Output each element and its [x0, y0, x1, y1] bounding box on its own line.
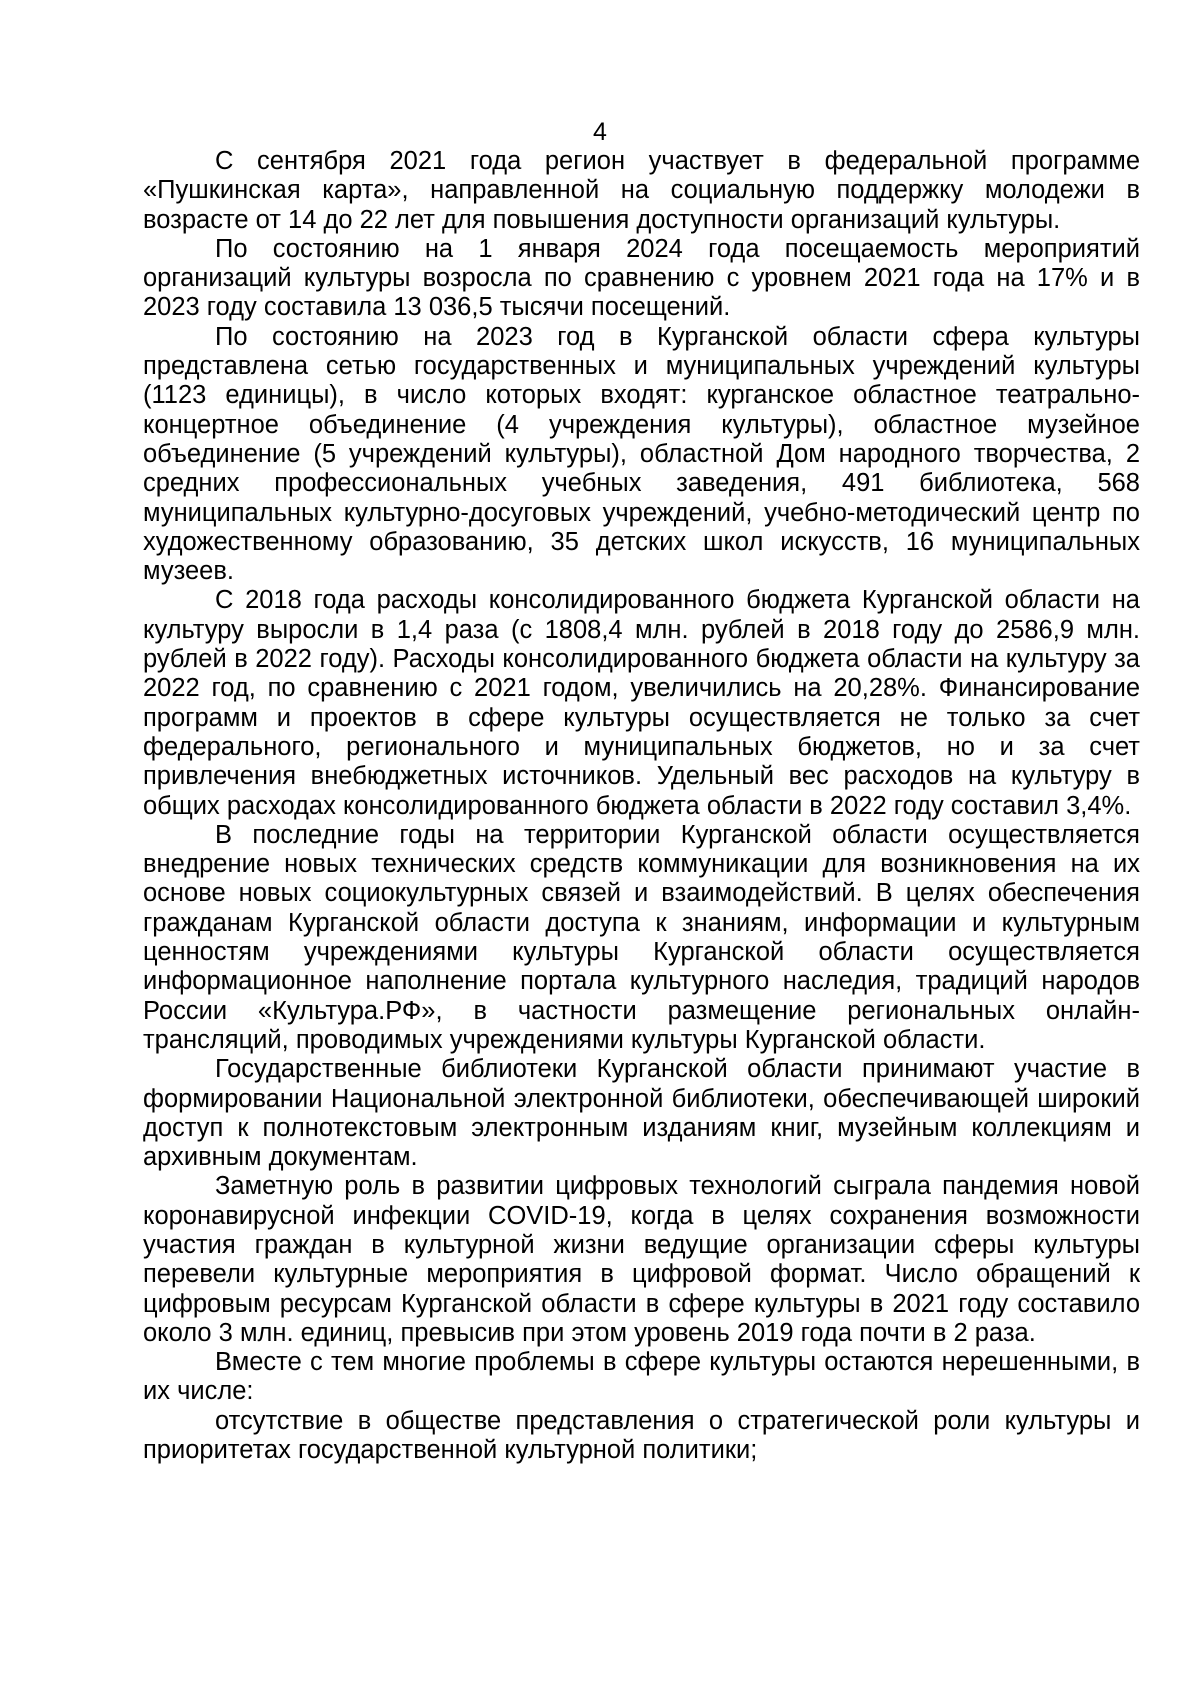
paragraph-attendance: По состоянию на 1 января 2024 года посещаемость мероприятий организаций культуры возросла по сравнению с уровнем 2021 года на 17% и в 2023 году составила 13 036,5 тысячи посещений. — [143, 234, 1140, 322]
paragraph-problems-intro: Вместе с тем многие проблемы в сфере культуры остаются нерешенными, в их числе: — [143, 1348, 1140, 1406]
paragraph-communication: В последние годы на территории Курганской области осуществляется внедрение новых технических средств коммуникации для возникновения на их основе новых социокультурных связей и взаимодействий. В целях обеспечения гражданам Курганской области доступа к знаниям, информации и культурным ценностям учреждениями культуры Курганской области осуществляется информационное наполнение портала культурного наследия, традиций народов России «Культура.РФ», в частности размещение региональных онлайн-трансляций, проводимых учреждениями культуры Курганской области. — [143, 820, 1140, 1054]
paragraph-covid: Заметную роль в развитии цифровых технологий сыграла пандемия новой коронавирусной инфекции COVID-19, когда в целях сохранения возможности участия граждан в культурной жизни ведущие организации сферы культуры перевели культурные мероприятия в цифровой формат. Число обращений к цифровым ресурсам Курганской области в сфере культуры в 2021 году составило около 3 млн. единиц, превысив при этом уровень 2019 года почти в 2 раза. — [143, 1172, 1140, 1347]
paragraph-institutions: По состоянию на 2023 год в Курганской области сфера культуры представлена сетью государственных и муниципальных учреждений культуры (1123 единицы), в число которых входят: курганское областное театрально-концертное объединение (4 учреждения культуры), областное музейное объединение (5 учреждений культуры), областной Дом народного творчества, 2 средних профессиональных учебных заведения, 491 библиотека, 568 муниципальных культурно-досуговых учреждений, учебно-методический центр по художественному образованию, 35 детских школ искусств, 16 муниципальных музеев. — [143, 322, 1140, 586]
paragraph-problem-item: отсутствие в обществе представления о стратегической роли культуры и приоритетах государственной культурной политики; — [143, 1406, 1140, 1465]
document-body — [143, 147, 1140, 1465]
page-number: 4 — [593, 118, 607, 146]
paragraph-libraries: Государственные библиотеки Курганской области принимают участие в формировании Национальной электронной библиотеки, обеспечивающей широкий доступ к полнотекстовым электронным изданиям книг, музейным коллекциям и архивным документам. — [143, 1055, 1140, 1172]
paragraph-budget: С 2018 года расходы консолидированного бюджета Курганской области на культуру выросли в 1,4 раза (с 1808,4 млн. рублей в 2018 году до 2586,9 млн. рублей в 2022 году). Расходы консолидированного бюджета области на культуру за 2022 год, по сравнению с 2021 годом, увеличились на 20,28%. Финансирование программ и проектов в сфере культуры осуществляется не только за счет федерального, регионального и муниципальных бюджетов, но и за счет привлечения внебюджетных источников. Удельный вес расходов на культуру в общих расходах консолидированного бюджета области в 2022 году составил 3,4%. — [143, 586, 1140, 820]
paragraph-pushkin-card: С сентября 2021 года регион участвует в федеральной программе «Пушкинская карта», направленной на социальную поддержку молодежи в возрасте от 14 до 22 лет для повышения доступности организаций культуры. — [143, 147, 1140, 234]
